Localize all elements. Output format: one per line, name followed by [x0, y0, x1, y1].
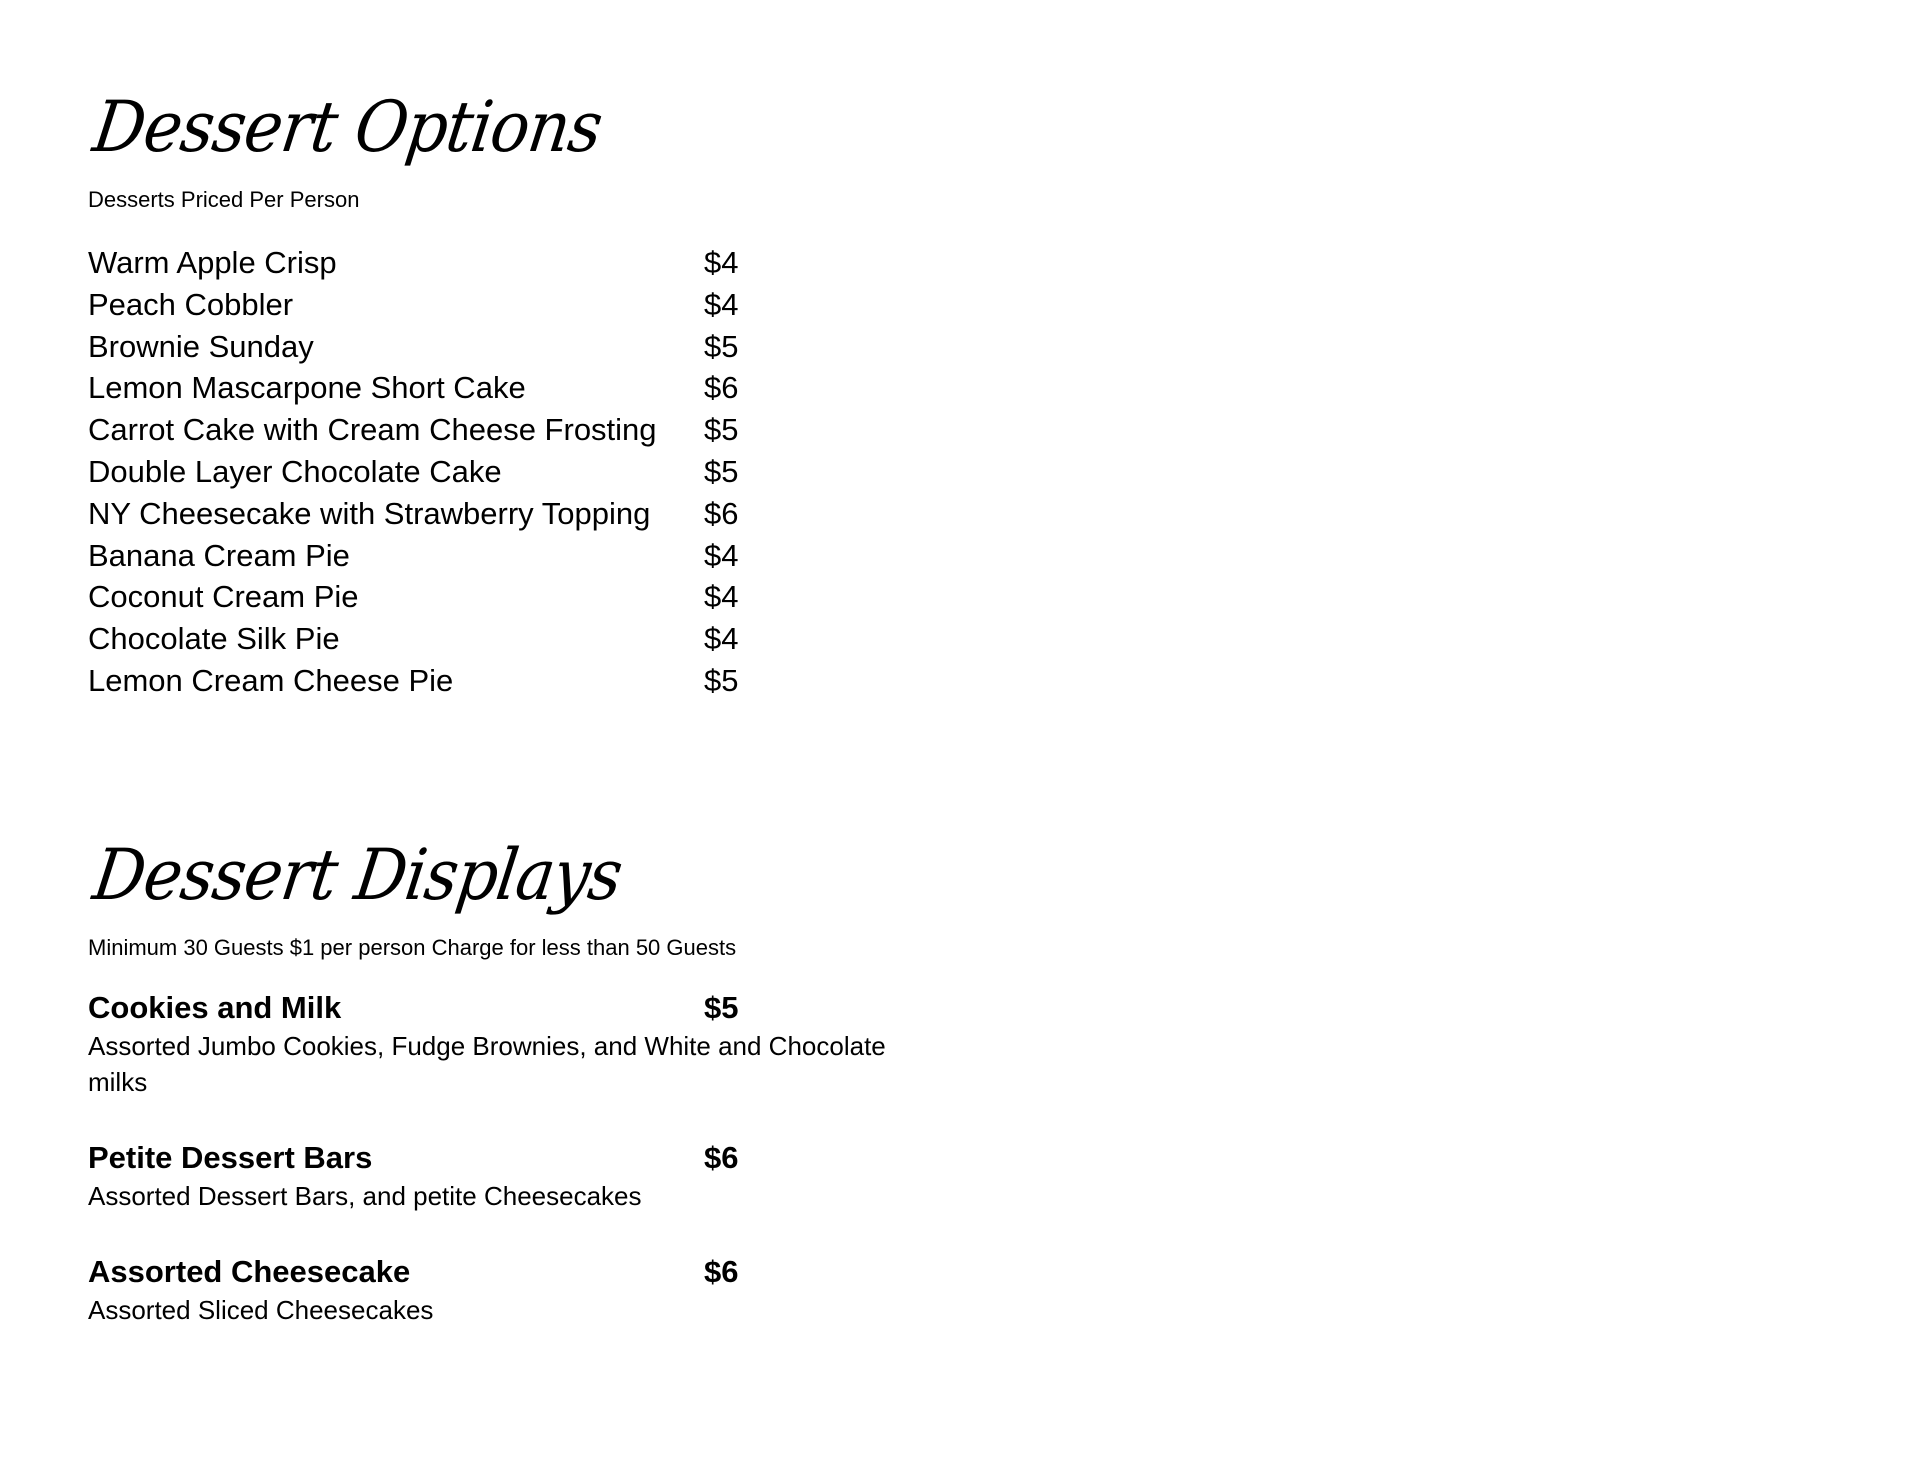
menu-item — [88, 409, 948, 451]
menu-item-price: $6 — [704, 370, 739, 406]
menu-item-name: NY Cheesecake with Strawberry Topping — [88, 495, 651, 531]
menu-item-price: $4 — [704, 537, 739, 573]
menu-item-name: Double Layer Chocolate Cake — [88, 453, 502, 489]
menu-item — [88, 326, 948, 368]
menu-item — [88, 284, 948, 326]
display-item-header — [88, 1252, 948, 1292]
menu-item-name: Chocolate Silk Pie — [88, 621, 340, 657]
menu-item — [88, 242, 948, 284]
menu-item-price: $5 — [704, 662, 739, 698]
menu-item-price: $5 — [704, 453, 739, 489]
section-subtitle: Desserts Priced Per Person — [88, 187, 360, 212]
menu-item-name: Coconut Cream Pie — [88, 579, 359, 615]
display-item-header — [88, 1138, 948, 1178]
menu-item-name: Warm Apple Crisp — [88, 245, 337, 280]
menu-item — [88, 367, 948, 409]
menu-item — [88, 618, 948, 660]
display-item-name: Petite Dessert Bars — [88, 1140, 373, 1175]
display-item-price: $6 — [704, 1254, 739, 1289]
display-item — [88, 1138, 948, 1214]
menu-item-name: Lemon Cream Cheese Pie — [88, 662, 454, 698]
dessert-options-section — [88, 87, 948, 702]
menu-item — [88, 660, 948, 702]
menu-item-name: Brownie Sunday — [88, 328, 314, 364]
menu-item-price: $5 — [704, 328, 739, 364]
section-subtitle: Minimum 30 Guests $1 per person Charge for less than 50 Guests — [88, 935, 737, 960]
section-title: Dessert Displays — [88, 835, 627, 917]
menu-item-name: Lemon Mascarpone Short Cake — [88, 370, 526, 406]
menu-item — [88, 535, 948, 577]
display-item-description: Assorted Jumbo Cookies, Fudge Brownies, and White and Chocolate milks — [88, 1031, 886, 1097]
dessert-options-list — [88, 242, 948, 702]
menu-item-price: $4 — [704, 286, 739, 322]
display-item-description: Assorted Dessert Bars, and petite Cheesecakes — [88, 1181, 642, 1211]
display-item-name: Assorted Cheesecake — [88, 1254, 411, 1289]
menu-item-name: Carrot Cake with Cream Cheese Frosting — [88, 412, 657, 448]
menu-item-price: $4 — [704, 245, 739, 280]
dessert-displays-list — [88, 988, 948, 1328]
dessert-displays-section — [88, 835, 948, 1366]
display-item — [88, 1252, 948, 1328]
display-item-description: Assorted Sliced Cheesecakes — [88, 1295, 434, 1325]
display-item-name: Cookies and Milk — [88, 990, 342, 1025]
menu-item — [88, 451, 948, 493]
display-item — [88, 988, 948, 1100]
menu-item — [88, 576, 948, 618]
menu-item-price: $4 — [704, 621, 739, 657]
display-item-header — [88, 988, 948, 1028]
menu-item-price: $5 — [704, 412, 739, 448]
section-title: Dessert Options — [88, 87, 607, 169]
menu-item-name: Peach Cobbler — [88, 286, 294, 322]
menu-item-name: Banana Cream Pie — [88, 537, 350, 573]
display-item-price: $5 — [704, 990, 739, 1025]
display-item-price: $6 — [704, 1140, 739, 1175]
menu-item-price: $4 — [704, 579, 739, 615]
menu-item — [88, 493, 948, 535]
menu-item-price: $6 — [704, 495, 739, 531]
